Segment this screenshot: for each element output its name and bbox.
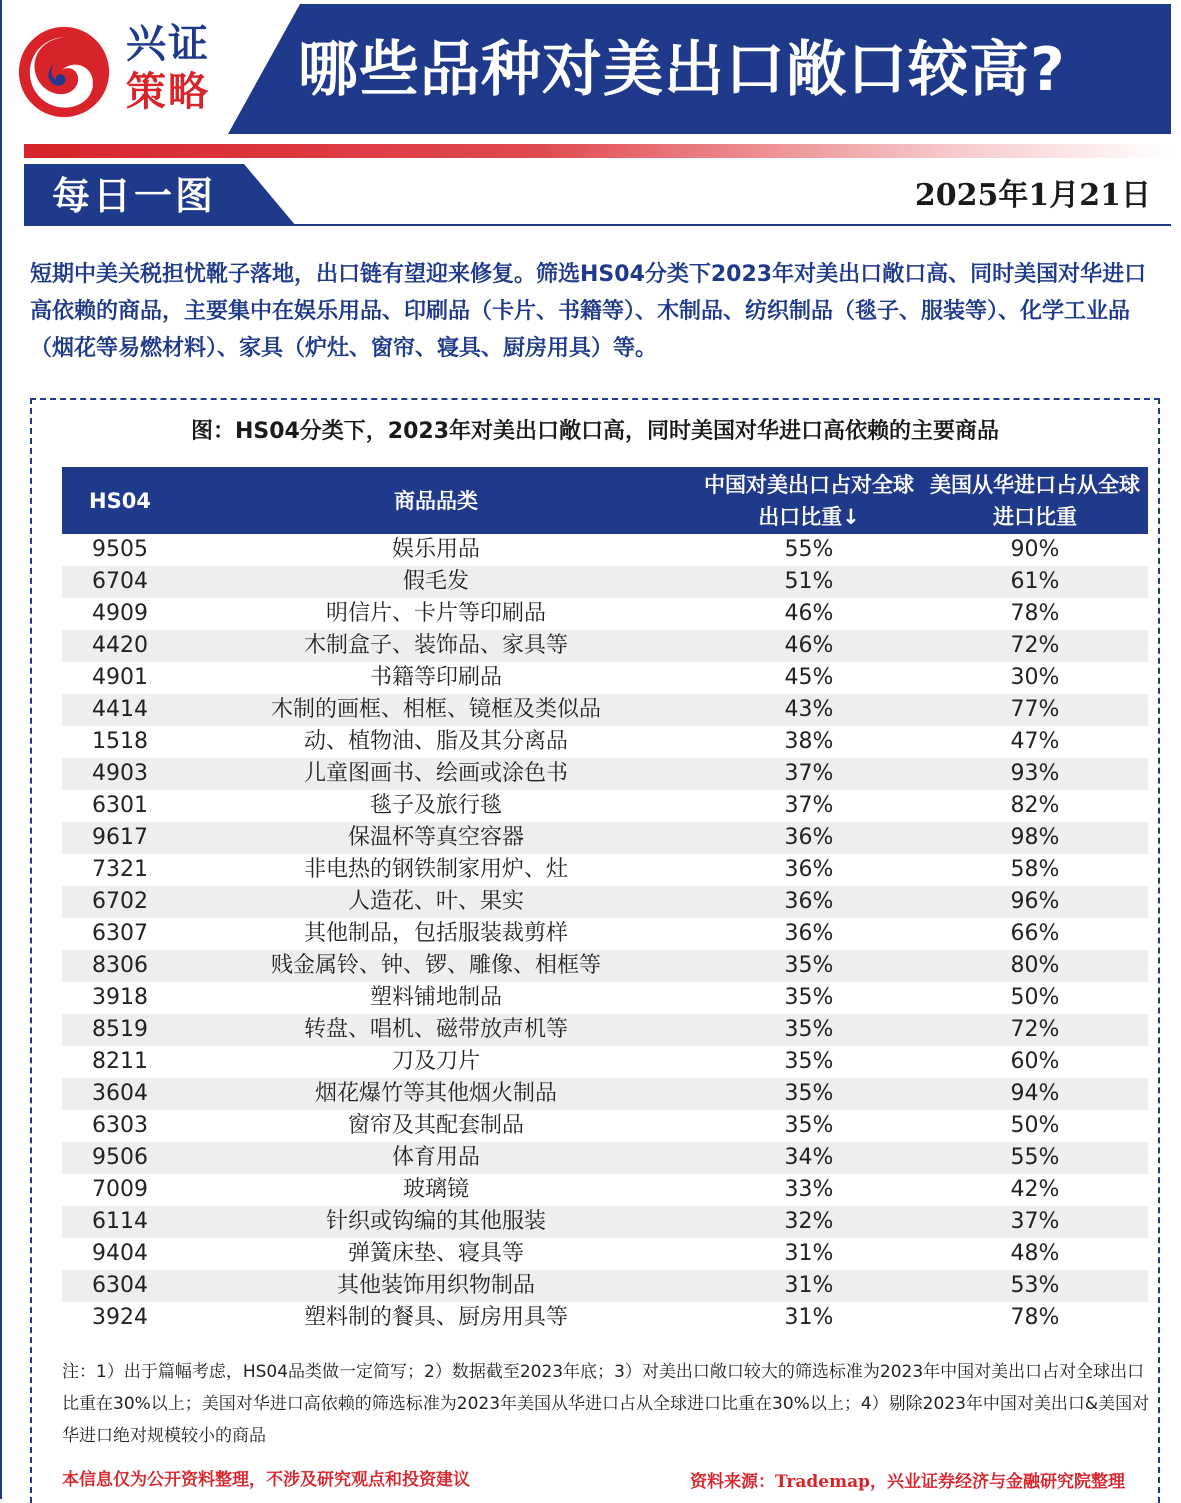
us-import-share-cell: 80%: [922, 950, 1148, 982]
us-import-share-cell: 55%: [922, 1142, 1148, 1174]
brand-line-1: 兴证: [126, 20, 210, 67]
us-import-share-cell: 53%: [922, 1270, 1148, 1302]
cn-export-share-cell: 36%: [696, 822, 922, 854]
hs04-code-cell: 6303: [92, 1113, 148, 1138]
category-cell: 刀及刀片: [391, 1049, 480, 1074]
column-header-category: 商品品类: [176, 467, 696, 534]
cn-export-share-cell: 43%: [696, 694, 922, 726]
table-row: [62, 1270, 1148, 1302]
hs04-code-cell: 1518: [92, 729, 148, 754]
us-import-share-cell: 66%: [1010, 921, 1060, 946]
table-body: [62, 534, 1148, 1334]
disclaimer: 本信息仅为公开资料整理，不涉及研究观点和投资建议: [62, 1470, 470, 1490]
table-row: [62, 534, 1148, 566]
red-stripe: [24, 144, 1171, 158]
us-import-share-cell: 47%: [1010, 729, 1060, 754]
brand-line-2: 策略: [126, 68, 210, 115]
cn-export-share-cell: 46%: [784, 601, 834, 626]
table-row: [62, 1174, 1148, 1206]
category-cell: 木制的画框、相框、镜框及类似品: [176, 694, 696, 726]
us-import-share-cell: 72%: [922, 630, 1148, 662]
us-import-share-cell: 48%: [1010, 1241, 1060, 1266]
cn-export-share-cell: 36%: [696, 886, 922, 918]
category-cell: 保温杯等真空容器: [176, 822, 696, 854]
table-row: [62, 1206, 1148, 1238]
category-cell: 体育用品: [176, 1142, 696, 1174]
brand-logo: [16, 18, 246, 128]
cn-export-share-cell: 34%: [696, 1142, 922, 1174]
publish-date: 2025年1月21日: [914, 178, 1151, 213]
us-import-share-cell: 50%: [1010, 1113, 1060, 1138]
hs04-code-cell: 4420: [62, 630, 176, 662]
us-import-share-cell: 93%: [922, 758, 1148, 790]
table-row: [62, 566, 1148, 598]
cn-export-share-cell: 36%: [784, 921, 834, 946]
hs04-code-cell: 6114: [62, 1206, 176, 1238]
hs04-code-cell: 7009: [92, 1177, 148, 1202]
cn-export-share-cell: 35%: [784, 1113, 834, 1138]
table-row: [62, 1238, 1148, 1270]
category-cell: 木制盒子、装饰品、家具等: [176, 630, 696, 662]
us-import-share-cell: 37%: [922, 1206, 1148, 1238]
us-import-share-cell: 98%: [922, 822, 1148, 854]
table-row: [62, 886, 1148, 918]
brand-name: [126, 20, 246, 116]
hs04-code-cell: 6702: [62, 886, 176, 918]
table-row: [62, 982, 1148, 1014]
category-cell: 转盘、唱机、磁带放声机等: [176, 1014, 696, 1046]
us-import-share-cell: 50%: [1010, 985, 1060, 1010]
category-cell: 其他制品，包括服装裁剪样: [303, 921, 568, 946]
hs04-code-cell: 9505: [92, 537, 148, 562]
hs04-code-cell: 3604: [62, 1078, 176, 1110]
cn-export-share-cell: 38%: [784, 729, 834, 754]
figure-title: 图：HS04分类下，2023年对美出口敞口高，同时美国对华进口高依赖的主要商品: [190, 419, 1000, 444]
table-row: [62, 694, 1148, 726]
category-cell: 人造花、叶、果实: [176, 886, 696, 918]
category-cell: 假毛发: [176, 566, 696, 598]
cn-export-share-cell: 35%: [784, 985, 834, 1010]
category-cell: 弹簧床垫、寝具等: [347, 1241, 524, 1266]
table-header: [62, 467, 1148, 534]
hs04-code-cell: 6301: [92, 793, 148, 818]
table-row: [62, 854, 1148, 886]
us-import-share-cell: 72%: [922, 1014, 1148, 1046]
column-header-us-import-share: 美国从华进口占从全球进口比重: [922, 467, 1148, 534]
cn-export-share-cell: 36%: [784, 857, 834, 882]
category-cell: 塑料铺地制品: [369, 985, 502, 1010]
data-source: 资料来源：Trademap，兴业证券经济与金融研究院整理: [690, 1472, 1125, 1492]
section-rule: [290, 224, 1171, 226]
hs04-code-cell: 4909: [92, 601, 148, 626]
table-row: [62, 662, 1148, 694]
cn-export-share-cell: 35%: [696, 1014, 922, 1046]
intro-paragraph: 短期中美关税担忧靴子落地，出口链有望迎来修复。筛选HS04分类下2023年对美出口敞口高、同时美国对华进口高依赖的商品，主要集中在娱乐用品、印刷品（卡片、书籍等）、木制品、纺织制品（毯子、服装等）、化学工业品（烟花等易燃材料）、家具（炉灶、窗帘、寝具、厨房用具）等。: [30, 262, 1147, 361]
cn-export-share-cell: 45%: [784, 665, 834, 690]
hs04-code-cell: 3918: [92, 985, 148, 1010]
commodity-table: [62, 467, 1148, 1334]
us-import-share-cell: 77%: [922, 694, 1148, 726]
column-header-cn-export-share: 中国对美出口占对全球出口比重↓: [696, 467, 922, 534]
hs04-code-cell: 6704: [62, 566, 176, 598]
cn-export-share-cell: 51%: [696, 566, 922, 598]
hs04-code-cell: 8306: [62, 950, 176, 982]
cn-export-share-cell: 31%: [784, 1305, 834, 1330]
us-import-share-cell: 94%: [922, 1078, 1148, 1110]
hs04-code-cell: 6304: [62, 1270, 176, 1302]
table-row: [62, 1078, 1148, 1110]
cn-export-share-cell: 37%: [696, 758, 922, 790]
category-cell: 烟花爆竹等其他烟火制品: [176, 1078, 696, 1110]
us-import-share-cell: 96%: [922, 886, 1148, 918]
us-import-share-cell: 78%: [1010, 601, 1060, 626]
hs04-code-cell: 8519: [62, 1014, 176, 1046]
hs04-code-cell: 9506: [62, 1142, 176, 1174]
hs04-code-cell: 4414: [62, 694, 176, 726]
us-import-share-cell: 61%: [922, 566, 1148, 598]
table-row: [62, 822, 1148, 854]
category-cell: 毯子及旅行毯: [369, 793, 502, 818]
table-row: [62, 1142, 1148, 1174]
cn-export-share-cell: 35%: [696, 1078, 922, 1110]
hs04-code-cell: 4903: [62, 758, 176, 790]
us-import-share-cell: 90%: [1010, 537, 1060, 562]
table-row: [62, 630, 1148, 662]
cn-export-share-cell: 37%: [784, 793, 834, 818]
table-row: [62, 1046, 1148, 1078]
cn-export-share-cell: 46%: [696, 630, 922, 662]
us-import-share-cell: 78%: [1010, 1305, 1060, 1330]
brand-swirl-icon: [16, 24, 112, 120]
us-import-share-cell: 42%: [1010, 1177, 1060, 1202]
hs04-code-cell: 4901: [92, 665, 148, 690]
us-import-share-cell: 30%: [1010, 665, 1060, 690]
footnotes: 注：1）出于篇幅考虑，HS04品类做一定简写；2）数据截至2023年底；3）对美出口敞口较大的筛选标准为2023年中国对美出口占对全球出口比重在30%以上；美国对华进口高依赖的筛选标准为2023年美国从华进口占从全球进口比重在30%以上；4）剔除2023年中国对美出口&美国对华进口绝对规模较小的商品: [62, 1362, 1150, 1446]
daily-label: 每日一图: [52, 173, 217, 218]
table-row: [62, 1014, 1148, 1046]
table-row: [62, 758, 1148, 790]
category-cell: 动、植物油、脂及其分离品: [303, 729, 568, 754]
table-row: [62, 1302, 1148, 1334]
cn-export-share-cell: 55%: [784, 537, 834, 562]
hs04-code-cell: 8211: [92, 1049, 148, 1074]
table-row: [62, 790, 1148, 822]
category-cell: 玻璃镜: [402, 1177, 469, 1202]
us-import-share-cell: 58%: [1010, 857, 1060, 882]
hs04-code-cell: 7321: [92, 857, 148, 882]
hs04-code-cell: 3924: [92, 1305, 148, 1330]
category-cell: 针织或钩编的其他服装: [176, 1206, 696, 1238]
us-import-share-cell: 82%: [1010, 793, 1060, 818]
cn-export-share-cell: 31%: [784, 1241, 834, 1266]
hs04-code-cell: 6307: [92, 921, 148, 946]
table-row: [62, 950, 1148, 982]
cn-export-share-cell: 32%: [696, 1206, 922, 1238]
category-cell: 塑料制的餐具、厨房用具等: [303, 1305, 568, 1330]
column-header-hs04: HS04: [62, 467, 176, 534]
category-cell: 非电热的钢铁制家用炉、灶: [303, 857, 568, 882]
table-row: [62, 726, 1148, 758]
page-title: 哪些品种对美出口敞口较高?: [298, 35, 1066, 105]
table-row: [62, 918, 1148, 950]
table-row: [62, 1110, 1148, 1142]
category-cell: 其他装饰用织物制品: [176, 1270, 696, 1302]
category-cell: 明信片、卡片等印刷品: [325, 601, 546, 626]
table-row: [62, 598, 1148, 630]
cn-export-share-cell: 35%: [696, 950, 922, 982]
hs04-code-cell: 9617: [62, 822, 176, 854]
category-cell: 书籍等印刷品: [369, 665, 502, 690]
cn-export-share-cell: 33%: [784, 1177, 834, 1202]
cn-export-share-cell: 35%: [784, 1049, 834, 1074]
cn-export-share-cell: 31%: [696, 1270, 922, 1302]
us-import-share-cell: 60%: [1010, 1049, 1060, 1074]
category-cell: 窗帘及其配套制品: [347, 1113, 524, 1138]
hs04-code-cell: 9404: [92, 1241, 148, 1266]
category-cell: 娱乐用品: [391, 537, 480, 562]
category-cell: 贱金属铃、钟、锣、雕像、相框等: [176, 950, 696, 982]
category-cell: 儿童图画书、绘画或涂色书: [176, 758, 696, 790]
